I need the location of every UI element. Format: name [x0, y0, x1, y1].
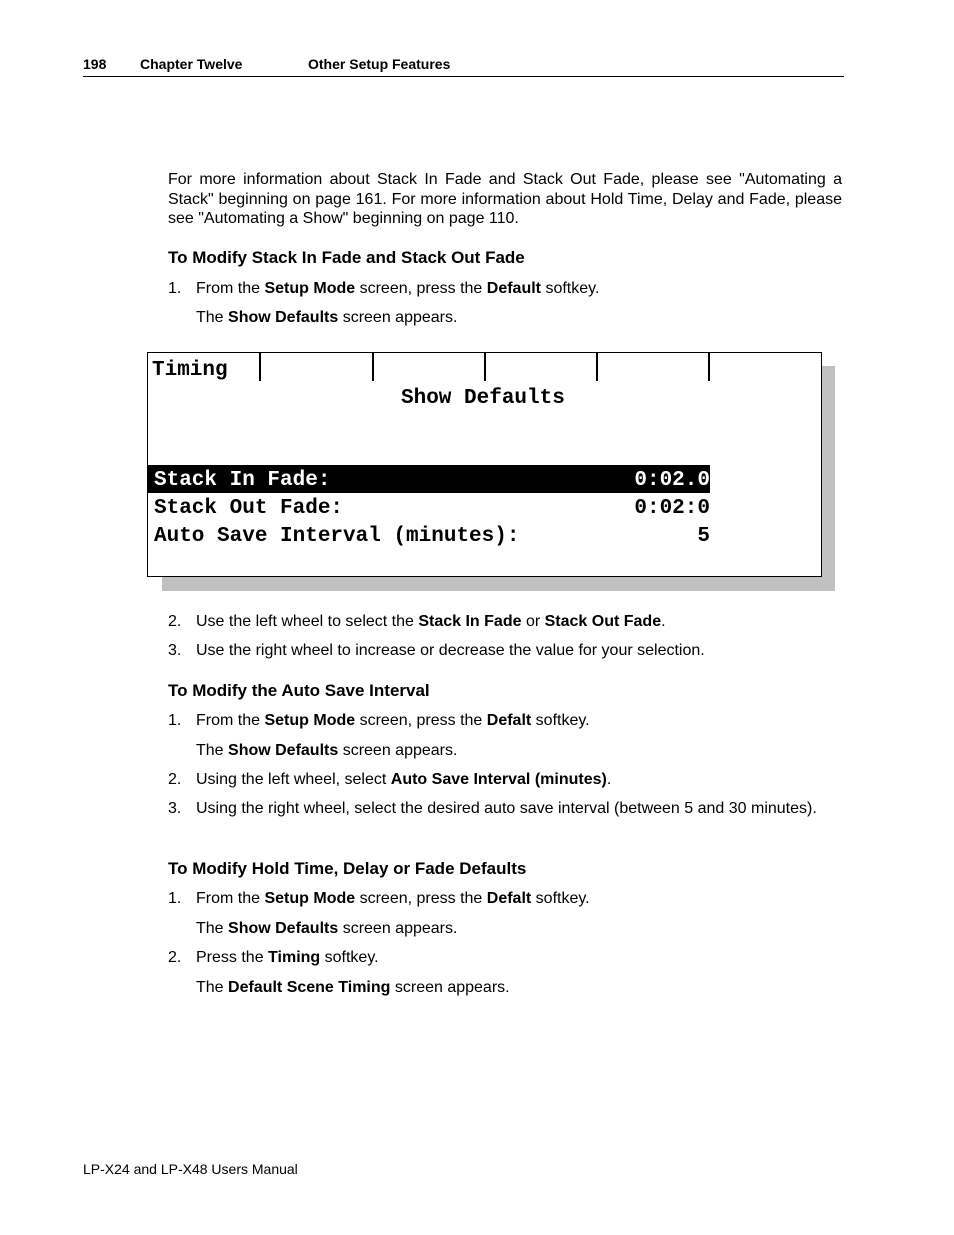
step-number: 2.: [168, 613, 182, 630]
show-defaults-screen: [147, 352, 822, 577]
softkey-timing-label: Timing: [152, 359, 228, 382]
s2-step-2: [168, 770, 842, 790]
s3-note-1: The Show Defaults screen appears.: [196, 920, 458, 937]
softkey-2: [261, 353, 374, 381]
s2-step-1: [168, 711, 842, 731]
softkey-5: [598, 353, 710, 381]
row-value: 0:02.0: [634, 469, 710, 492]
step-number: 1.: [168, 712, 182, 729]
row-label: Stack In Fade:: [154, 469, 331, 492]
page-footer: LP-X24 and LP-X48 Users Manual: [83, 1161, 298, 1177]
s2-note: The Show Defaults screen appears.: [196, 742, 458, 759]
softkey-3: [374, 353, 486, 381]
row-value: 0:02:0: [634, 497, 710, 520]
s1-step-3: [168, 641, 842, 661]
step-text: Use the left wheel to select the Stack In Fade or Stack Out Fade.: [196, 613, 666, 630]
row-label: Auto Save Interval (minutes):: [154, 525, 520, 548]
step-number: 1.: [168, 890, 182, 907]
s2-step-3: [168, 799, 842, 819]
row-stack-out-fade: [148, 493, 710, 521]
step-number: 3.: [168, 642, 182, 659]
heading-stack-fade: To Modify Stack In Fade and Stack Out Fade: [168, 248, 525, 267]
s1-note: The Show Defaults screen appears.: [196, 309, 458, 326]
step-number: 2.: [168, 771, 182, 788]
step-text: From the Setup Mode screen, press the Defalt softkey.: [196, 712, 590, 729]
heading-hold-time: To Modify Hold Time, Delay or Fade Defaults: [168, 859, 527, 878]
s3-note-2: The Default Scene Timing screen appears.: [196, 979, 510, 996]
step-number: 3.: [168, 800, 182, 817]
screen-title: Show Defaults: [401, 387, 565, 410]
step-text: Press the Timing softkey.: [196, 949, 379, 966]
row-label: Stack Out Fade:: [154, 497, 344, 520]
step-text: Using the right wheel, select the desired auto save interval (between 5 and 30 minutes).: [196, 800, 817, 817]
intro-paragraph: For more information about Stack In Fade and Stack Out Fade, please see "Automating a Stack" beginning on page 161. For more information about Hold Time, Delay and Fade, please see "Automating a Show" beginning on page 110.: [168, 171, 842, 227]
step-text: From the Setup Mode screen, press the Defalt softkey.: [196, 890, 590, 907]
row-auto-save: [148, 521, 710, 549]
softkey-timing: [148, 353, 261, 381]
s1-step-1: [168, 279, 842, 299]
s3-step-2: [168, 948, 842, 968]
step-number: 2.: [168, 949, 182, 966]
page-number: 198: [83, 56, 107, 72]
row-stack-in-fade: [148, 465, 710, 493]
s1-step-2: [168, 612, 842, 632]
step-text: Using the left wheel, select Auto Save Interval (minutes).: [196, 771, 612, 788]
step-text: Use the right wheel to increase or decrease the value for your selection.: [196, 642, 705, 659]
step-number: 1.: [168, 280, 182, 297]
step-text: From the Setup Mode screen, press the Default softkey.: [196, 280, 600, 297]
chapter-title: Chapter Twelve: [140, 56, 243, 72]
s3-step-1: [168, 889, 842, 909]
section-title: Other Setup Features: [308, 56, 451, 72]
row-value: 5: [697, 525, 710, 548]
page-header: [83, 55, 844, 77]
heading-auto-save: To Modify the Auto Save Interval: [168, 681, 430, 700]
softkey-4: [486, 353, 598, 381]
